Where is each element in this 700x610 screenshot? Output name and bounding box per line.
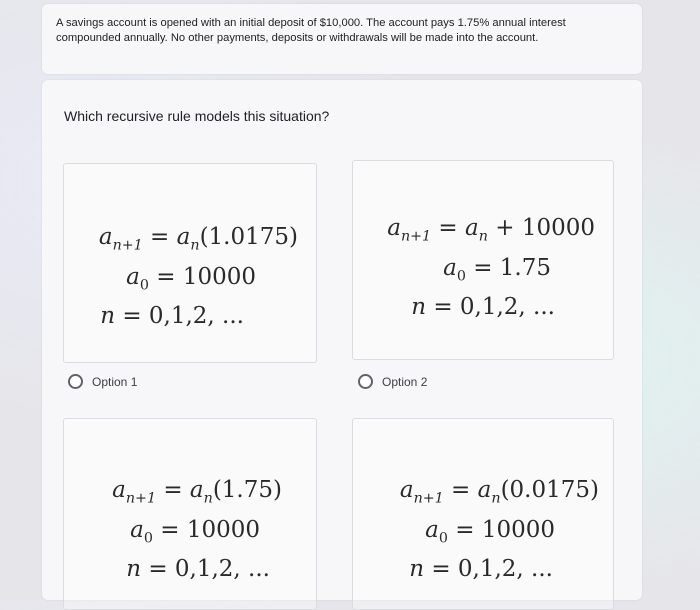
- formula-line: n = 0,1,2, ...: [100, 303, 244, 330]
- option-2-formula: [387, 213, 595, 323]
- option-4-image: [352, 418, 614, 610]
- formula-line: n = 0,1,2, ...: [126, 556, 270, 583]
- option-1-radio[interactable]: [68, 374, 137, 389]
- option-2-label: Option 2: [382, 374, 428, 389]
- formula-line: $a_0 = 10000$: [126, 263, 256, 294]
- option-1-image: [63, 163, 317, 363]
- option-1-label: Option 1: [92, 374, 138, 389]
- radio-circle-icon[interactable]: [358, 374, 373, 389]
- formula-line: n = 0,1,2, ...: [411, 294, 555, 321]
- prompt-line-1: A savings account is opened with an initial deposit of $10,000. The account pays 1.75% annual interest: [56, 17, 566, 29]
- formula-line: n = 0,1,2, ...: [409, 556, 553, 583]
- option-1-formula: [99, 222, 298, 332]
- formula-line: $a_{n+1} = a_n + 10000$: [387, 215, 595, 245]
- formula-line: $a_0 = 10000$: [425, 516, 555, 547]
- option-3-image: [63, 418, 317, 610]
- prompt-card: [42, 4, 642, 74]
- prompt-text: [56, 16, 616, 46]
- formula-line: $a_{n+1} = a_n(0.0175)$: [399, 477, 599, 507]
- formula-line: $a_{n+1} = a_n(1.75)$: [112, 477, 282, 507]
- option-2-image: [352, 160, 614, 360]
- option-4-formula: [400, 475, 599, 585]
- option-3-formula: [112, 475, 282, 585]
- formula-line: $a_0 = 1.75$: [443, 254, 551, 285]
- option-2-radio[interactable]: [358, 374, 427, 389]
- formula-line: $a_{n+1} = a_n(1.0175)$: [98, 224, 298, 254]
- prompt-line-2: compounded annually. No other payments, deposits or withdrawals will be made into the account.: [56, 32, 539, 44]
- question-text: Which recursive rule models this situation?: [64, 108, 330, 124]
- formula-line: $a_0 = 10000$: [130, 516, 260, 547]
- radio-circle-icon[interactable]: [68, 374, 83, 389]
